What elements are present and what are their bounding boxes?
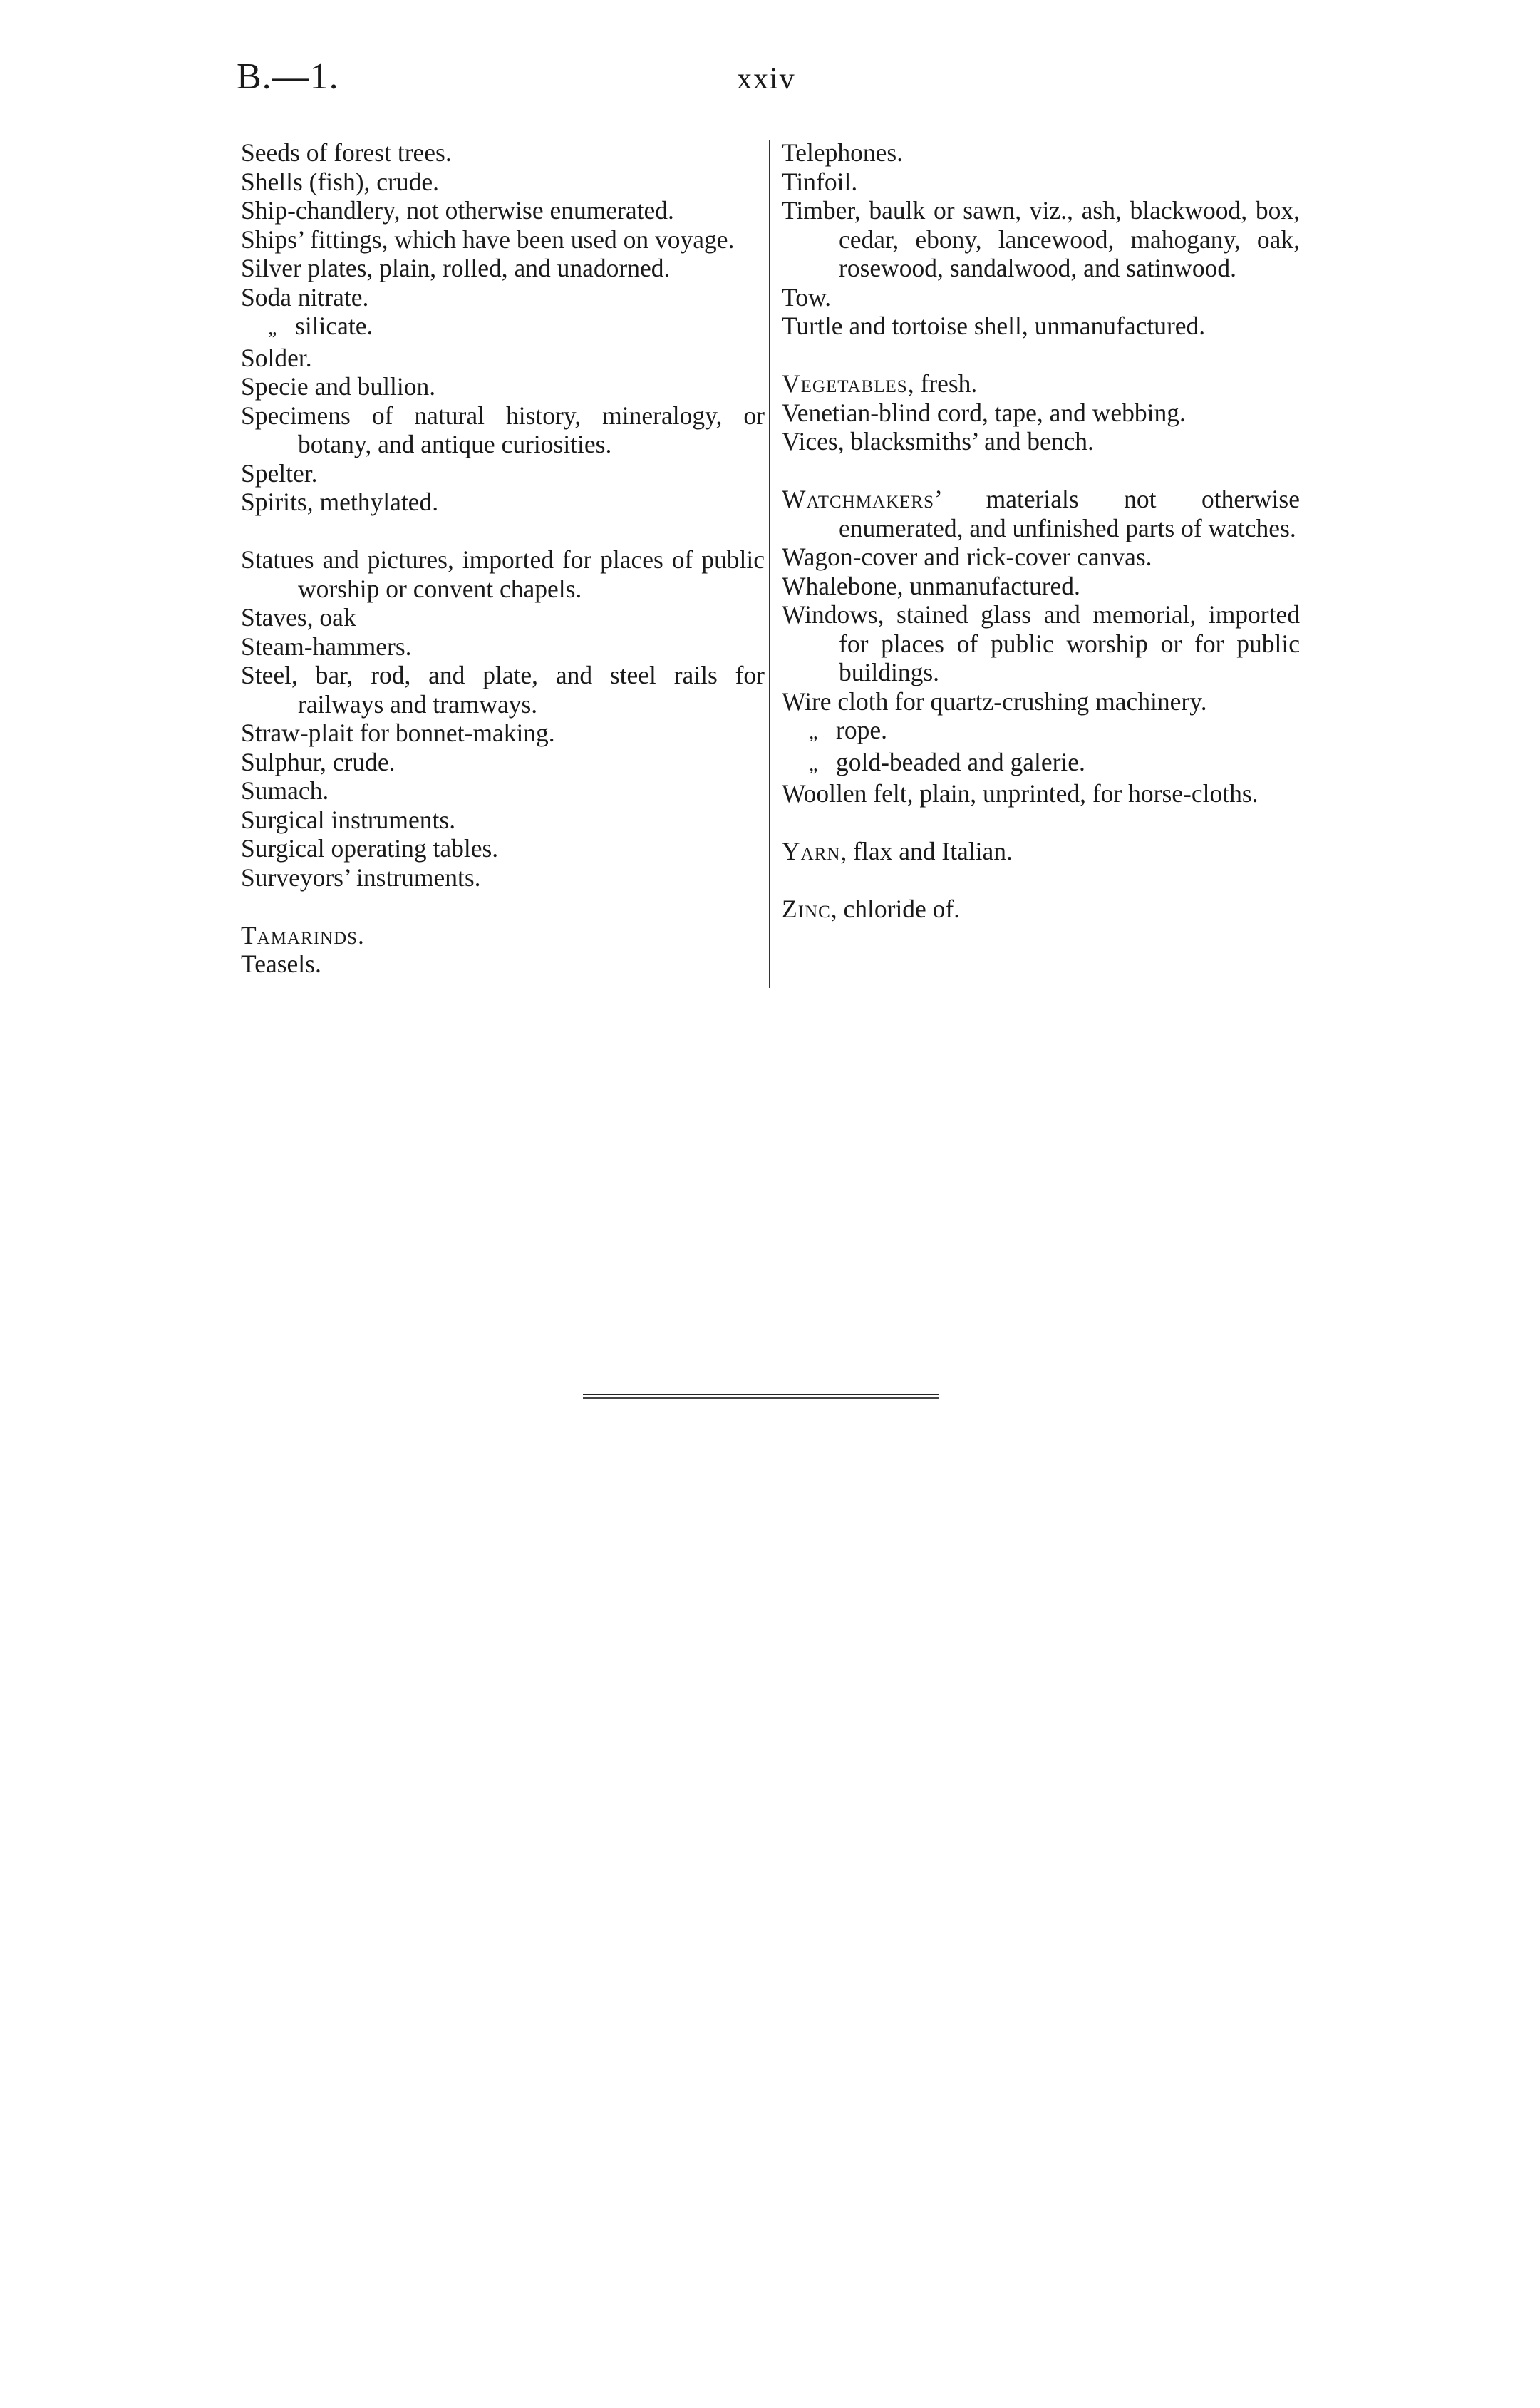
list-item: Turtle and tortoise shell, unmanufactured.	[782, 312, 1206, 340]
list-item: Seeds of forest trees.	[241, 138, 452, 167]
list-item: Specimens of natural history, mineralogy, or botany, and antique curiosities.	[241, 401, 765, 458]
section-gap	[241, 892, 765, 921]
section-head-word: Watchmakers	[782, 485, 934, 513]
list-item: Sumach.	[241, 776, 329, 805]
list-item: Surgical instruments.	[241, 805, 456, 834]
list-item: Shells (fish), crude.	[241, 167, 440, 196]
list-item: Tow.	[782, 282, 832, 312]
list-item: Soda nitrate.	[241, 282, 369, 312]
list-item: Ships’ fittings, which have been used on voyage.	[241, 225, 735, 254]
list-item: Wagon-cover and rick-cover canvas.	[782, 542, 1152, 571]
list-item: Solder.	[241, 343, 312, 372]
list-item: Telephones.	[782, 138, 904, 167]
list-item: Tamarinds.	[241, 920, 364, 950]
list-item: Teasels.	[241, 950, 321, 978]
list-item: Surgical operating tables.	[241, 834, 499, 863]
ditto-mark: „	[809, 753, 820, 776]
list-item: „ rope.	[782, 716, 1300, 748]
list-item: „ gold-beaded and galerie.	[782, 748, 1300, 780]
list-item: Statues and pictures, imported for places of public worship or convent chapels.	[241, 545, 765, 603]
list-item: Surveyors’ instruments.	[241, 863, 481, 892]
end-rule	[583, 1394, 939, 1401]
list-item: Whalebone, unmanufactured.	[782, 571, 1080, 600]
section-gap	[782, 808, 1300, 838]
list-item: Staves, oak	[241, 603, 356, 632]
list-item: Wire cloth for quartz-crushing machinery.	[782, 686, 1207, 716]
list-item: Woollen felt, plain, unprinted, for horse-cloths.	[782, 779, 1259, 808]
section-head-word: Yarn	[782, 837, 841, 865]
section-head-word: Zinc	[782, 895, 831, 923]
list-item: Steel, bar, rod, and plate, and steel rails for railways and tramways.	[241, 661, 765, 719]
ditto-mark: „	[268, 317, 279, 339]
list-item: Watchmakers’ materials not otherwise enumerated, and unfinished parts of watches.	[782, 485, 1300, 542]
list-item: Sulphur, crude.	[241, 747, 396, 776]
section-head-word: Tamarinds	[241, 920, 358, 950]
list-item: Spirits, methylated.	[241, 488, 439, 516]
list-item: Timber, baulk or sawn, viz., ash, blackwood, box, cedar, ebony, lancewood, mahogany, oak, rosewood, sandalwood, and satinwood.	[782, 196, 1300, 282]
list-item: Vegetables, fresh.	[782, 369, 978, 398]
list-item: Specie and bullion.	[241, 372, 436, 401]
document-reference: B.—1.	[237, 56, 339, 97]
list-item: Windows, stained glass and memorial, imported for places of public worship or for public buildings.	[782, 600, 1300, 686]
section-head-word: Vegetables	[782, 369, 908, 398]
page-number: xxiv	[737, 63, 796, 96]
list-item: Yarn, flax and Italian.	[782, 837, 1013, 865]
list-item: Silver plates, plain, rolled, and unadorned.	[241, 254, 671, 282]
section-gap	[241, 517, 765, 546]
list-item: Tinfoil.	[782, 167, 858, 196]
section-gap	[782, 866, 1300, 895]
column-divider	[769, 140, 770, 988]
list-item: Vices, blacksmiths’ and bench.	[782, 427, 1094, 456]
ditto-mark: „	[809, 721, 820, 744]
list-item: Straw-plait for bonnet-making.	[241, 719, 555, 747]
section-gap	[782, 456, 1300, 485]
right-column	[782, 138, 1300, 924]
list-item: Spelter.	[241, 458, 318, 488]
section-gap	[782, 341, 1300, 370]
left-column	[241, 138, 765, 979]
list-item: „ silicate.	[241, 312, 765, 344]
list-item: Zinc, chloride of.	[782, 895, 961, 923]
list-item: Venetian-blind cord, tape, and webbing.	[782, 398, 1186, 427]
list-item: Steam-hammers.	[241, 632, 412, 661]
list-item: Ship-chandlery, not otherwise enumerated.	[241, 196, 674, 225]
